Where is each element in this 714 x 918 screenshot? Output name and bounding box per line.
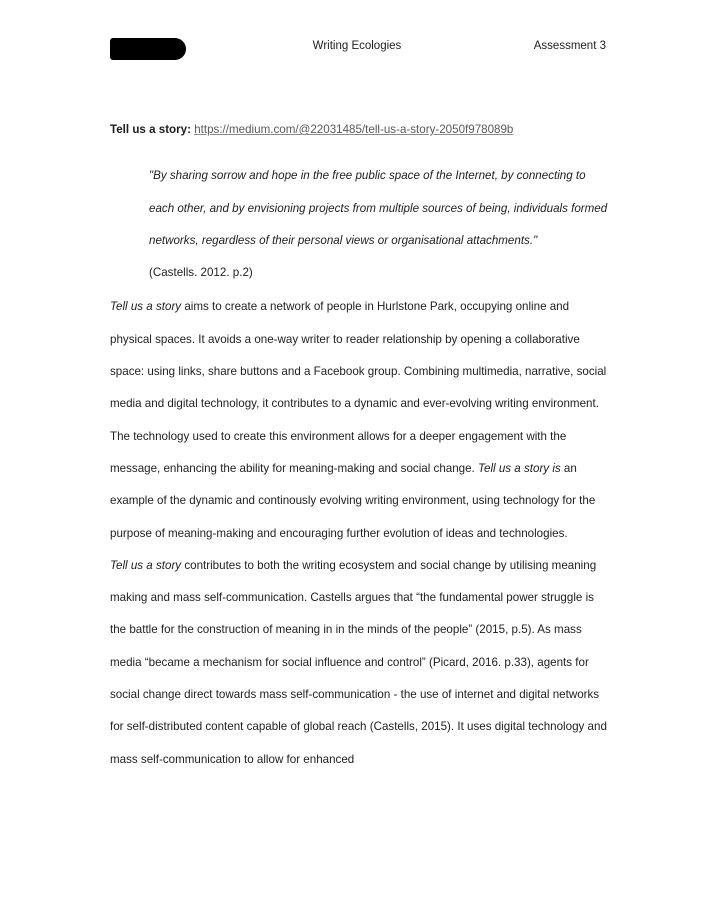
paragraph-1 bbox=[110, 291, 610, 549]
paragraph-1-text2: an example of the dynamic and continously evolving writing environment, using technology for the purpose of meaning-making and encouraging further evolution of ideas and technologies. bbox=[110, 461, 596, 540]
story-link[interactable]: https://medium.com/@22031485/tell-us-a-story-2050f978089b bbox=[194, 123, 514, 136]
quote-text: "By sharing sorrow and hope in the free public space of the Internet, by connecting to each other, and by envisioning projects from multiple sources of being, individuals formed networks, regardless of their personal views or organisational attachments." bbox=[149, 169, 608, 247]
quote-citation: (Castells. 2012. p.2) bbox=[149, 266, 253, 280]
header-title: Writing Ecologies bbox=[312, 40, 402, 52]
paragraph-1-lead: Tell us a story bbox=[110, 300, 182, 314]
paragraph-2-lead: Tell us a story bbox=[110, 558, 182, 572]
paragraph-2-text: contributes to both the writing ecosystem and social change by utilising meaning making and mass self-communication. Castells argues that “the fundamental power struggle is the battle for the construction of meaning in in the minds of the people” (2015, p.5). As mass media “became a mechanism for social influence and control” (Picard, 2016. p.33), agents for social change direct towards mass self-communication - the use of internet and digital networks for self-distributed content capable of global reach (Castells, 2015). It uses digital technology and mass self-communication to allow for enhanced bbox=[110, 558, 607, 766]
paragraph-1-text: aims to create a network of people in Hurlstone Park, occupying online and physical spaces. It avoids a one-way writer to reader relationship by opening a collaborative space: using links, share buttons and a Facebook group. Combining multimedia, narrative, social media and digital technology, it contributes to a dynamic and ever-evolving writing environment. The technology used to create this environment allows for a deeper engagement with the message, enhancing the ability for meaning-making and social change. bbox=[110, 300, 607, 475]
block-quote bbox=[149, 160, 610, 289]
paragraph-1-lead2: Tell us a story is bbox=[478, 461, 561, 475]
story-reference bbox=[110, 114, 610, 146]
paragraph-2 bbox=[110, 550, 610, 776]
page-header bbox=[0, 38, 714, 58]
header-assessment: Assessment 3 bbox=[533, 40, 606, 52]
story-label: Tell us a story: bbox=[110, 123, 191, 136]
document-body bbox=[110, 114, 610, 776]
